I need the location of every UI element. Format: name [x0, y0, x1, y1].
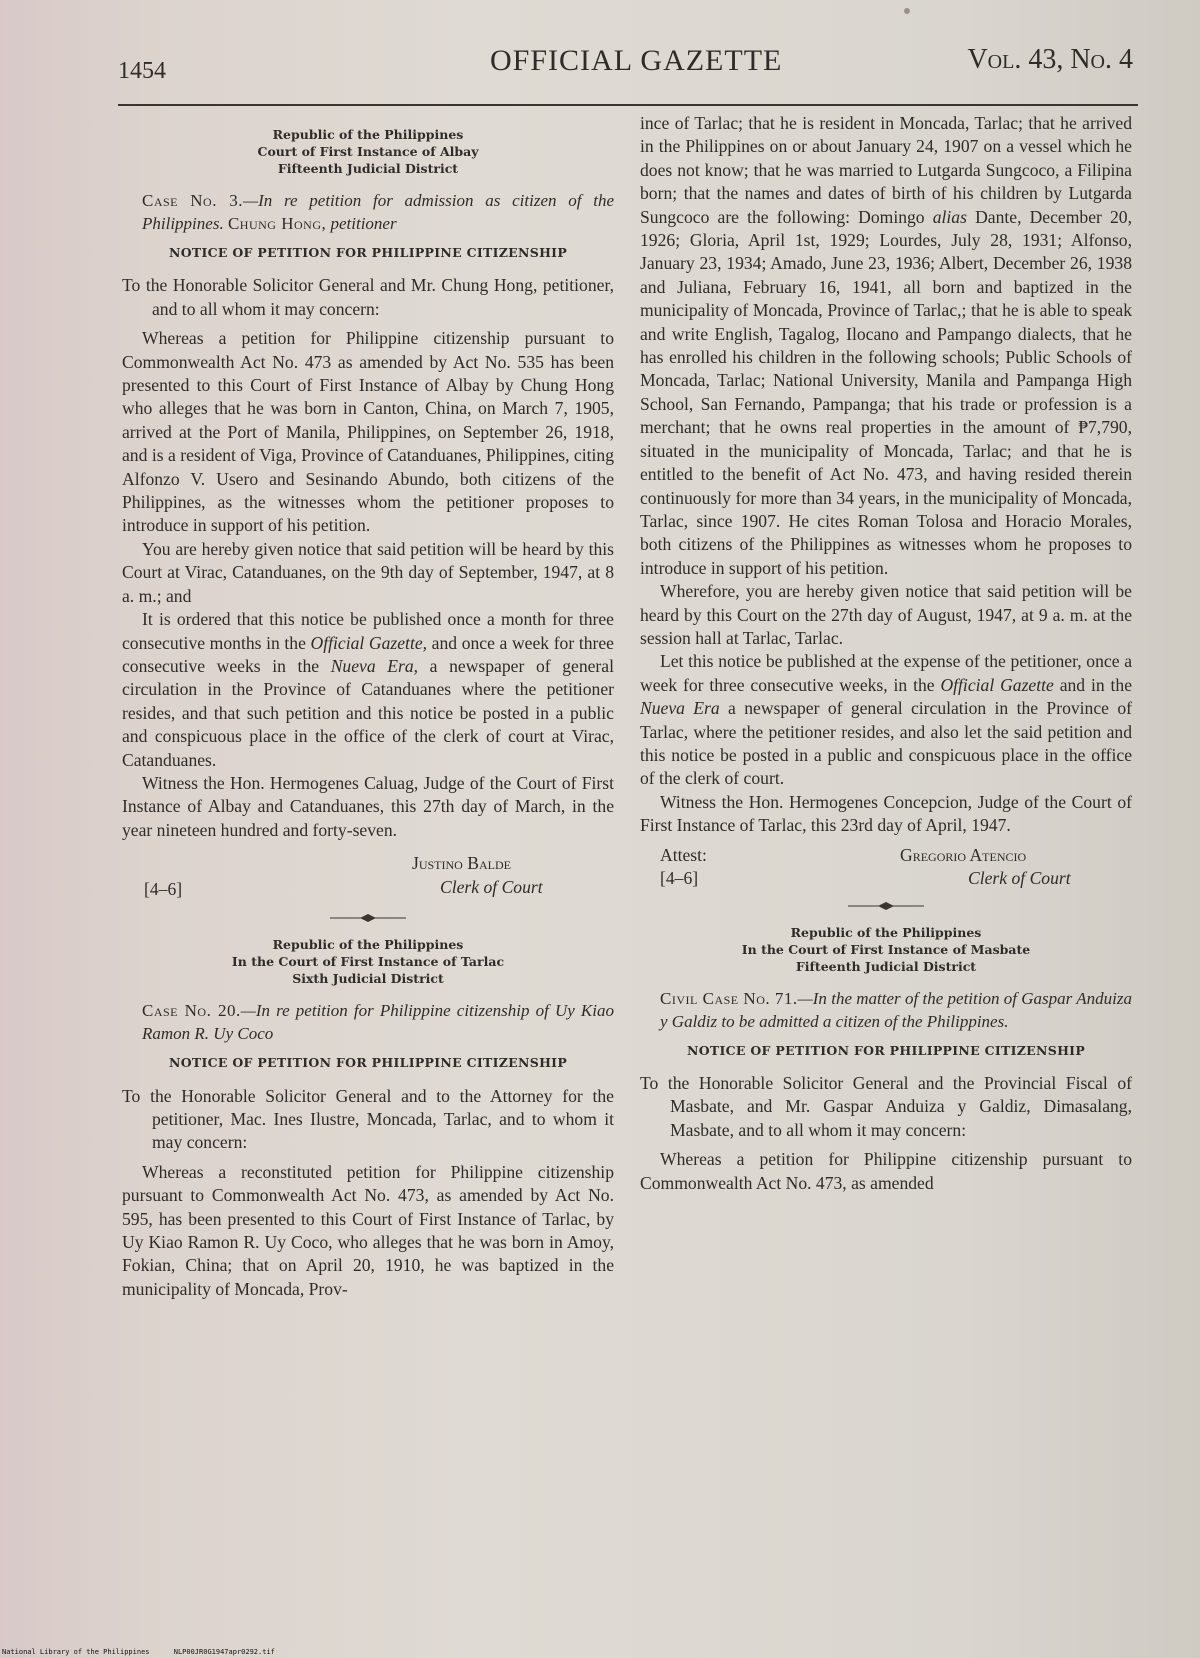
court-line: Fifteenth Judicial District [277, 161, 459, 176]
separator-ornament-icon [846, 899, 926, 913]
case-number: Civil Case No. 71. [660, 988, 798, 1008]
right-column [640, 112, 1132, 1195]
signature-block [122, 852, 614, 902]
court-line: In the Court of First Instance of Masbate [741, 941, 1031, 957]
body-paragraph [640, 650, 1132, 790]
signer-name: Gregorio Atencio [900, 844, 1027, 865]
text-run: Nueva Era [640, 698, 720, 719]
attest-label: Attest: [660, 844, 707, 865]
signer-title: Clerk of Court [968, 867, 1071, 888]
text-run: Nueva Era, [330, 655, 419, 676]
body-paragraph: Wherefore, you are hereby given notice that said petition will be heard by this Court on the 27th day of August, 1947, at 9 a. m. at the session hall at Tarlac, Tarlac. [640, 581, 1132, 648]
text-run: Dante, December 20, 1926; Gloria, April 1st, 1929; Lourdes, July 28, 1931; Alfonso, January 23, 1934; Amado, June 23, 1936; Albert, December 26, 1938 and Juliana, February 16, 1941, all born and baptized in the municipality of Moncada, Province of Tarlac,; that he is able to speak and write English, Tagalog, Ilocano and Pampango dialects, that he has enrolled his children in the following schools; Public Schools of Moncada, Tarlac; National University, Manila and Pampanga High School, San Fernando, Pampanga; that his trade or profession is a merchant; that he owns real properties in the amount of ₱7,790, situated in the municipality of Moncada, Tarlac; and that he is entitled to the benefit of Act No. 473, and having resided therein continuously for more than 34 years, in the municipality of Moncada, Tarlac, since 1907. He cites Roman Tolosa and Horacio Morales, both citizens of the Philippines as witnesses whom he proposes to introduce in support of his petition. [640, 206, 1132, 578]
court-line: Republic of the Philippines [790, 924, 982, 940]
address-paragraph: To the Honorable Solicitor General and the Provincial Fiscal of Masbate, and Mr. Gaspar Anduiza y Galdiz, Dimasalang, Masbate, and to all whom it may concern: [640, 1073, 1132, 1140]
page-header [118, 40, 1133, 85]
issue-reference: [4–6] [660, 867, 699, 888]
publication-title: OFFICIAL GAZETTE [490, 44, 783, 77]
scan-footer [2, 1648, 295, 1656]
signer-name: Justino Balde [412, 853, 511, 874]
case-title: —In the matter of the petition of Gaspar Anduiza y Galdiz to be admitted a citizen of the Philippines. [660, 988, 1132, 1031]
text-run: Official Gazette [940, 674, 1054, 695]
signer-title: Clerk of Court [440, 877, 543, 898]
text-run: and in the [1053, 674, 1133, 695]
address-paragraph: To the Honorable Solicitor General and to the Attorney for the petitioner, Mac. Ines Ilustre, Moncada, Tarlac, and to whom it may concern: [122, 1085, 614, 1153]
body-paragraph: You are hereby given notice that said petition will be heard by this Court at Virac, Catanduanes, on the 9th day of September, 1947, at 8 a. m.; and [122, 538, 614, 606]
petitioner-label: petitioner [330, 214, 397, 233]
case-line-albay [122, 189, 614, 235]
case-number: Case No. 20. [142, 1001, 241, 1021]
court-line: Republic of the Philippines [272, 937, 464, 953]
case-title: —In re petition for admission as citizen of the Philippines. [142, 191, 615, 233]
text-run: It is ordered that this notice be published once a month for three consecutive months in the [122, 609, 614, 653]
notice-heading: NOTICE OF PETITION FOR PHILIPPINE CITIZENSHIP [168, 1055, 568, 1071]
case-line-masbate [640, 987, 1132, 1033]
body-paragraph [640, 112, 1132, 580]
section-separator [640, 896, 1132, 916]
left-column [122, 118, 614, 1301]
body-paragraph: Witness the Hon. Hermogenes Caluag, Judge of the Court of First Instance of Albay and Catanduanes, this 27th day of March, in the year nineteen hundred and forty-seven. [122, 772, 614, 840]
section-separator [122, 908, 614, 928]
court-heading-tarlac [122, 936, 614, 987]
paper-speck [904, 8, 910, 14]
body-paragraph: Whereas a petition for Philippine citizenship pursuant to Commonwealth Act No. 473, as amended [640, 1149, 1132, 1193]
court-line: Republic of the Philippines [272, 127, 464, 142]
case-line-tarlac [122, 999, 614, 1045]
text-run: Let this notice be published at the expense of the petitioner, once a week for three consecutive weeks, in the [640, 651, 1132, 695]
court-line: Fifteenth Judicial District [795, 958, 977, 974]
case-number: Case No. 3. [142, 191, 243, 210]
notice-heading: NOTICE OF PETITION FOR PHILIPPINE CITIZENSHIP [686, 1042, 1086, 1058]
body-paragraph: Witness the Hon. Hermogenes Concepcion, Judge of the Court of First Instance of Tarlac, this 23rd day of April, 1947. [640, 791, 1132, 836]
issue-reference: [4–6] [144, 879, 183, 900]
text-run: and once a week for three consecutive weeks in the [122, 632, 614, 676]
court-heading-masbate [640, 924, 1132, 975]
volume-number: Vol. 43, No. 4 [967, 44, 1133, 75]
text-run: Official Gazette, [310, 632, 428, 653]
page-number: 1454 [118, 58, 166, 84]
body-paragraph [122, 608, 614, 772]
court-line: Court of First Instance of Albay [257, 144, 479, 159]
court-line: In the Court of First Instance of Tarlac [231, 954, 505, 970]
body-paragraph: Whereas a petition for Philippine citizenship pursuant to Commonwealth Act No. 473 as amended by Act No. 535 has been presented to this Court of First Instance of Albay by Chung Hong who alleges that he was born in Canton, China, on March 7, 1905, arrived at the Port of Manila, Philippines, on September 26, 1918, and is a resident of Viga, Province of Catanduanes, Philippines, citing Alfonzo V. Usero and Sesinando Abundo, both citizens of the Philippines, as the witnesses whom the petitioner proposes to introduce in support of his petition. [122, 328, 614, 536]
text-run: ince of Tarlac; that he is resident in Moncada, Tarlac; that he arrived in the Philippines on or about January 24, 1907 on a vessel which he does not know; that he was married to Lutgarda Sungcoco, a Filipina born; that the names and dates of birth of his children by Lutgarda Sungcoco are the following: Domingo [640, 113, 1132, 227]
separator-ornament-icon [328, 911, 408, 925]
notice-heading: NOTICE OF PETITION FOR PHILIPPINE CITIZENSHIP [168, 245, 568, 260]
scan-filename: NLP00JR0G1947apr0292.tif [173, 1648, 275, 1656]
text-run: a newspaper of general circulation in the Province of Tarlac, where the petitioner resides, and also let the said petition and this notice be posted in a public and conspicuous place in the office of the clerk of court. [640, 698, 1132, 789]
address-paragraph: To the Honorable Solicitor General and Mr. Chung Hong, petitioner, and to all whom it may concern: [122, 275, 614, 319]
petitioner-name: Chung Hong, [227, 214, 327, 233]
signature-block [640, 844, 1132, 890]
case-title: —In re petition for Philippine citizenship of Uy Kiao Ramon R. Uy Coco [142, 1001, 614, 1044]
court-heading-albay [122, 126, 614, 177]
library-credit: National Library of the Philippines [2, 1648, 150, 1656]
body-paragraph: Whereas a reconstituted petition for Philippine citizenship pursuant to Commonwealth Act No. 473, as amended by Act No. 595, has been presented to this Court of First Instance of Tarlac, by Uy Kiao Ramon R. Uy Coco, who alleges that he was born in Amoy, Fokian, China; that on April 20, 1910, he was baptized in the municipality of Moncada, Prov- [122, 1161, 614, 1299]
text-run: alias [932, 206, 967, 227]
header-rule [118, 104, 1138, 106]
text-run: a newspaper of general circulation in the Province of Catanduanes where the petitioner resides, and that such petition and this notice be posted in a public and conspicuous place in the office of the clerk of court at Virac, Catanduanes. [122, 655, 614, 770]
court-line: Sixth Judicial District [292, 971, 444, 987]
